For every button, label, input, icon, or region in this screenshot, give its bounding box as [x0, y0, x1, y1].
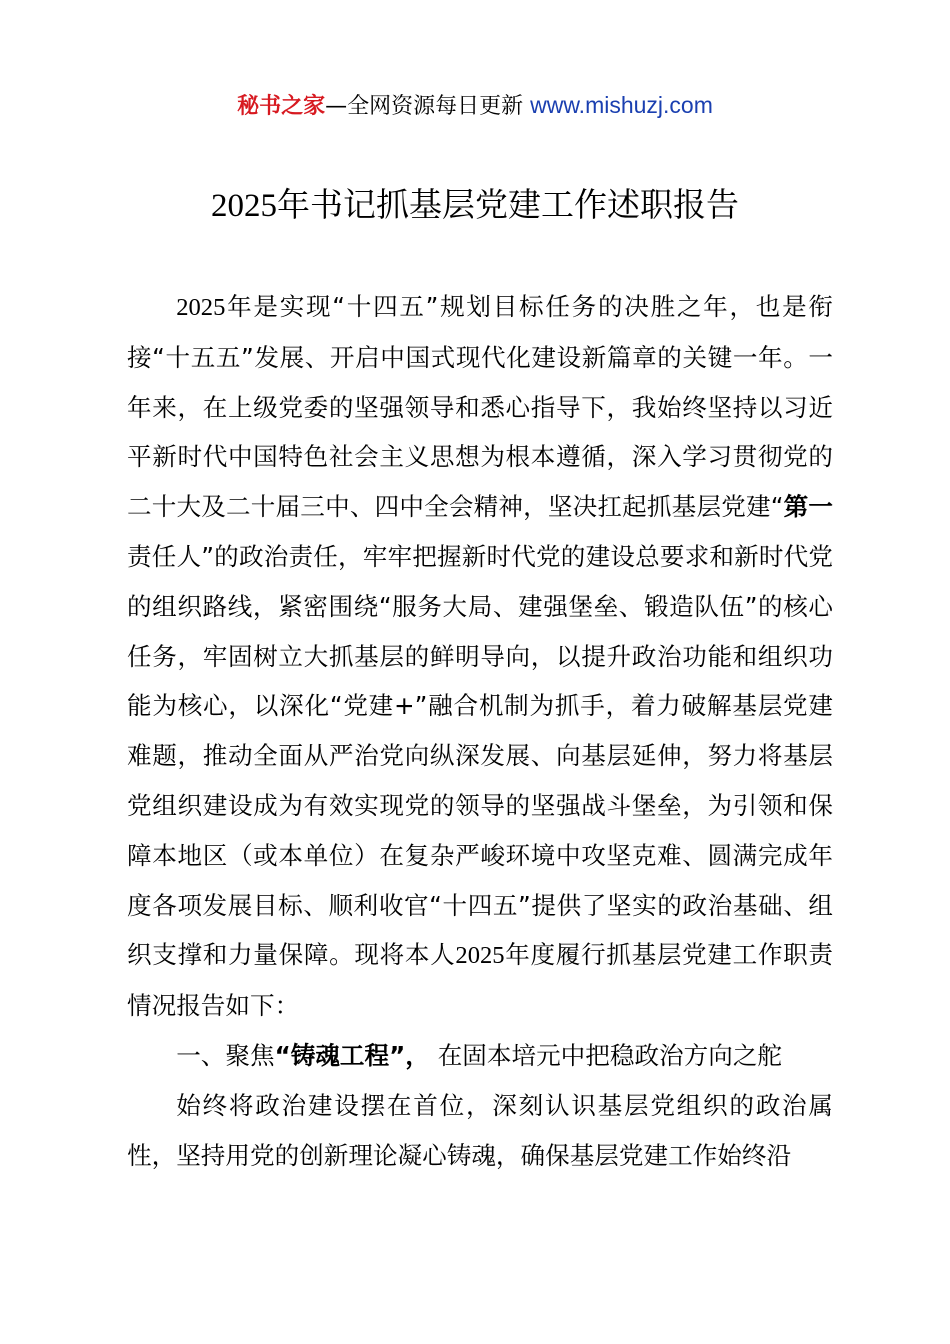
intro-text-part1: 年是实现“十四五”规划目标任务的决胜之年，也是衔接“十五五”发展、开启中国式现代化建设新篇章的关键一年。一年来，在上级党委的坚强领导和悉心指导下，我始终坚持以习近平新时代中国特色社会主义思想为根本遵循，深入学习贯彻党的二十大及二十届三中、四中全会精神，坚决扛起抓基层党建“	[127, 292, 833, 522]
site-tagline: —全网资源每日更新	[325, 94, 531, 119]
site-header	[0, 88, 950, 124]
section1-paragraph: 始终将政治建设摆在首位，深刻认识基层党组织的政治属性，坚持用党的创新理论凝心铸魂，确保基层党建工作始终沿	[127, 1090, 833, 1170]
title-year: 2025	[211, 188, 277, 224]
section-heading-quoted: “铸魂工程”，	[274, 1040, 430, 1070]
intro-text-part3: 年度履行抓基层党建工作职责情况报告如下：	[127, 940, 833, 1021]
intro-paragraph	[127, 282, 833, 1031]
title-text: 年书记抓基层党建工作述职报告	[277, 185, 739, 224]
site-url-link[interactable]: www.mishuzj.com	[530, 92, 713, 118]
document-body	[127, 282, 833, 1180]
intro-text-part2: 责任人”的政治责任，牢牢把握新时代党的建设总要求和新时代党的组织路线，紧密围绕“服务大局、建强堡垒、锻造队伍”的核心任务，牢固树立大抓基层的鲜明导向，以提升政治功能和组织功能为核心，以深化“党建+”融合机制为抓手，着力破解基层党建难题，推动全面从严治党向纵深发展、向基层延伸，努力将基层党组织建设成为有效实现党的领导的坚强战斗堡垒，为引领和保障本地区（或本单位）在复杂严峻环境中攻坚克难、圆满完成年度各项发展目标、顺利收官“十四五”提供了坚实的政治基础、组织支撑和力量保障。现将本人	[127, 541, 833, 970]
section-heading-prefix: 一、聚焦	[176, 1040, 275, 1070]
section-heading-suffix: 在固本培元中把稳政治方向之舵	[437, 1040, 783, 1070]
intro-bold-text: 第一	[783, 492, 833, 522]
site-brand: 秘书之家	[237, 94, 326, 119]
intro-year: 2025	[176, 294, 226, 321]
intro-year-mid: 2025	[455, 942, 505, 970]
document-title	[0, 182, 950, 229]
section-heading-1	[127, 1031, 833, 1081]
